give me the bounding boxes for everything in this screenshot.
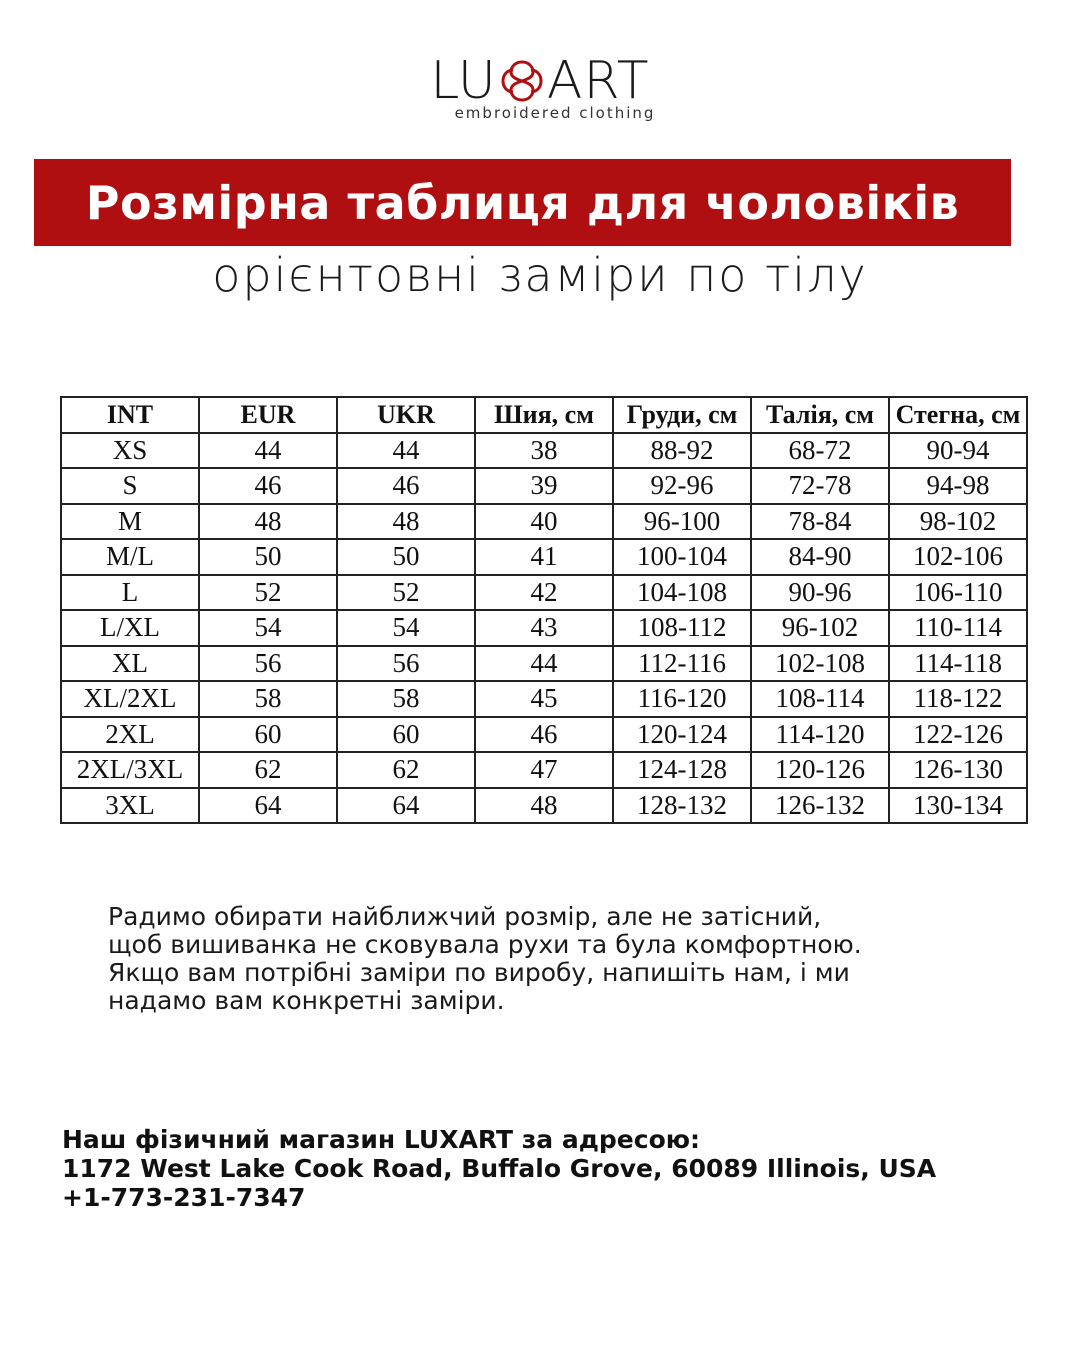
table-cell: 45	[475, 681, 613, 717]
table-row	[61, 575, 1027, 611]
table-cell: 44	[475, 646, 613, 682]
table-cell: 54	[199, 610, 337, 646]
table-cell: 78-84	[751, 504, 889, 540]
table-cell: 68-72	[751, 433, 889, 469]
title-banner	[34, 159, 1011, 246]
logo-text-right: ART	[546, 51, 650, 111]
table-cell: 90-96	[751, 575, 889, 611]
table-cell: 60	[199, 717, 337, 753]
table-row	[61, 752, 1027, 788]
table-cell: 120-126	[751, 752, 889, 788]
table-cell: 39	[475, 468, 613, 504]
table-cell: 43	[475, 610, 613, 646]
table-cell: 102-108	[751, 646, 889, 682]
table-cell: 94-98	[889, 468, 1027, 504]
table-cell: 126-132	[751, 788, 889, 824]
table-cell: XL/2XL	[61, 681, 199, 717]
table-cell: XL	[61, 646, 199, 682]
table-cell: 108-112	[613, 610, 751, 646]
table-cell: 116-120	[613, 681, 751, 717]
table-cell: 92-96	[613, 468, 751, 504]
column-header: UKR	[337, 397, 475, 433]
table-cell: 44	[199, 433, 337, 469]
table-row	[61, 681, 1027, 717]
table-cell: 112-116	[613, 646, 751, 682]
table-cell: 56	[199, 646, 337, 682]
table-cell: M	[61, 504, 199, 540]
table-cell: 62	[337, 752, 475, 788]
table-cell: 114-118	[889, 646, 1027, 682]
table-cell: L/XL	[61, 610, 199, 646]
table-row	[61, 468, 1027, 504]
table-cell: 2XL	[61, 717, 199, 753]
brand-logo	[0, 52, 1080, 132]
table-cell: 2XL/3XL	[61, 752, 199, 788]
table-cell: 72-78	[751, 468, 889, 504]
table-cell: 106-110	[889, 575, 1027, 611]
table-cell: 46	[337, 468, 475, 504]
table-cell: 52	[199, 575, 337, 611]
table-cell: 3XL	[61, 788, 199, 824]
table-cell: 96-102	[751, 610, 889, 646]
table-cell: 100-104	[613, 539, 751, 575]
column-header: EUR	[199, 397, 337, 433]
note-line: надамо вам конкретні заміри.	[108, 986, 505, 1015]
table-cell: 102-106	[889, 539, 1027, 575]
table-cell: 47	[475, 752, 613, 788]
table-cell: M/L	[61, 539, 199, 575]
table-row	[61, 504, 1027, 540]
size-table	[60, 396, 1028, 824]
column-header: Стегна, см	[889, 397, 1027, 433]
table-cell: 46	[475, 717, 613, 753]
table-cell: 62	[199, 752, 337, 788]
table-cell: 104-108	[613, 575, 751, 611]
table-cell: 110-114	[889, 610, 1027, 646]
table-cell: 46	[199, 468, 337, 504]
store-address: 1172 West Lake Cook Road, Buffalo Grove, 60089 Illinois, USA	[62, 1154, 937, 1183]
table-cell: 52	[337, 575, 475, 611]
store-info	[62, 1125, 1052, 1212]
logo-text-left: LU	[430, 51, 497, 111]
table-cell: 40	[475, 504, 613, 540]
table-cell: 64	[337, 788, 475, 824]
table-cell: 42	[475, 575, 613, 611]
table-cell: 88-92	[613, 433, 751, 469]
table-cell: 90-94	[889, 433, 1027, 469]
logo-wordmark	[430, 52, 649, 110]
table-cell: 60	[337, 717, 475, 753]
table-cell: 96-100	[613, 504, 751, 540]
table-cell: 48	[337, 504, 475, 540]
table-row	[61, 539, 1027, 575]
store-phone: +1-773-231-7347	[62, 1183, 306, 1212]
table-header-row	[61, 397, 1027, 433]
column-header: Груди, см	[613, 397, 751, 433]
table-cell: 130-134	[889, 788, 1027, 824]
column-header: Шия, см	[475, 397, 613, 433]
note-line: Якщо вам потрібні заміри по виробу, напишіть нам, і ми	[108, 958, 850, 987]
note-line: Радимо обирати найближчий розмір, але не затісний,	[108, 902, 822, 931]
table-cell: 114-120	[751, 717, 889, 753]
column-header: Талія, см	[751, 397, 889, 433]
table-body	[61, 433, 1027, 824]
table-cell: S	[61, 468, 199, 504]
table-row	[61, 788, 1027, 824]
table-cell: 54	[337, 610, 475, 646]
table-cell: 41	[475, 539, 613, 575]
store-heading: Наш фізичний магазин LUXART за адресою:	[62, 1125, 701, 1154]
table-row	[61, 610, 1027, 646]
table-cell: 98-102	[889, 504, 1027, 540]
table-cell: 64	[199, 788, 337, 824]
table-cell: 50	[337, 539, 475, 575]
page-subtitle: орієнтовні заміри по тілу	[212, 248, 868, 302]
page-title: Розмірна таблиця для чоловіків	[85, 175, 960, 230]
table-cell: 48	[199, 504, 337, 540]
table-cell: 56	[337, 646, 475, 682]
table-cell: 58	[337, 681, 475, 717]
table-cell: L	[61, 575, 199, 611]
table-cell: 120-124	[613, 717, 751, 753]
column-header: INT	[61, 397, 199, 433]
table-row	[61, 646, 1027, 682]
table-cell: 48	[475, 788, 613, 824]
table-row	[61, 717, 1027, 753]
logo-tagline: embroidered clothing	[454, 104, 656, 122]
table-row	[61, 433, 1027, 469]
table-cell: 124-128	[613, 752, 751, 788]
size-advice-note	[108, 903, 1008, 1015]
table-cell: 122-126	[889, 717, 1027, 753]
table-cell: 84-90	[751, 539, 889, 575]
table-cell: 126-130	[889, 752, 1027, 788]
table-cell: 58	[199, 681, 337, 717]
table-cell: XS	[61, 433, 199, 469]
table-cell: 128-132	[613, 788, 751, 824]
embroidery-ornament-icon	[499, 58, 545, 104]
note-line: щоб вишиванка не сковувала рухи та була комфортною.	[108, 930, 862, 959]
table-cell: 50	[199, 539, 337, 575]
table-cell: 108-114	[751, 681, 889, 717]
table-cell: 44	[337, 433, 475, 469]
table-cell: 38	[475, 433, 613, 469]
table-cell: 118-122	[889, 681, 1027, 717]
